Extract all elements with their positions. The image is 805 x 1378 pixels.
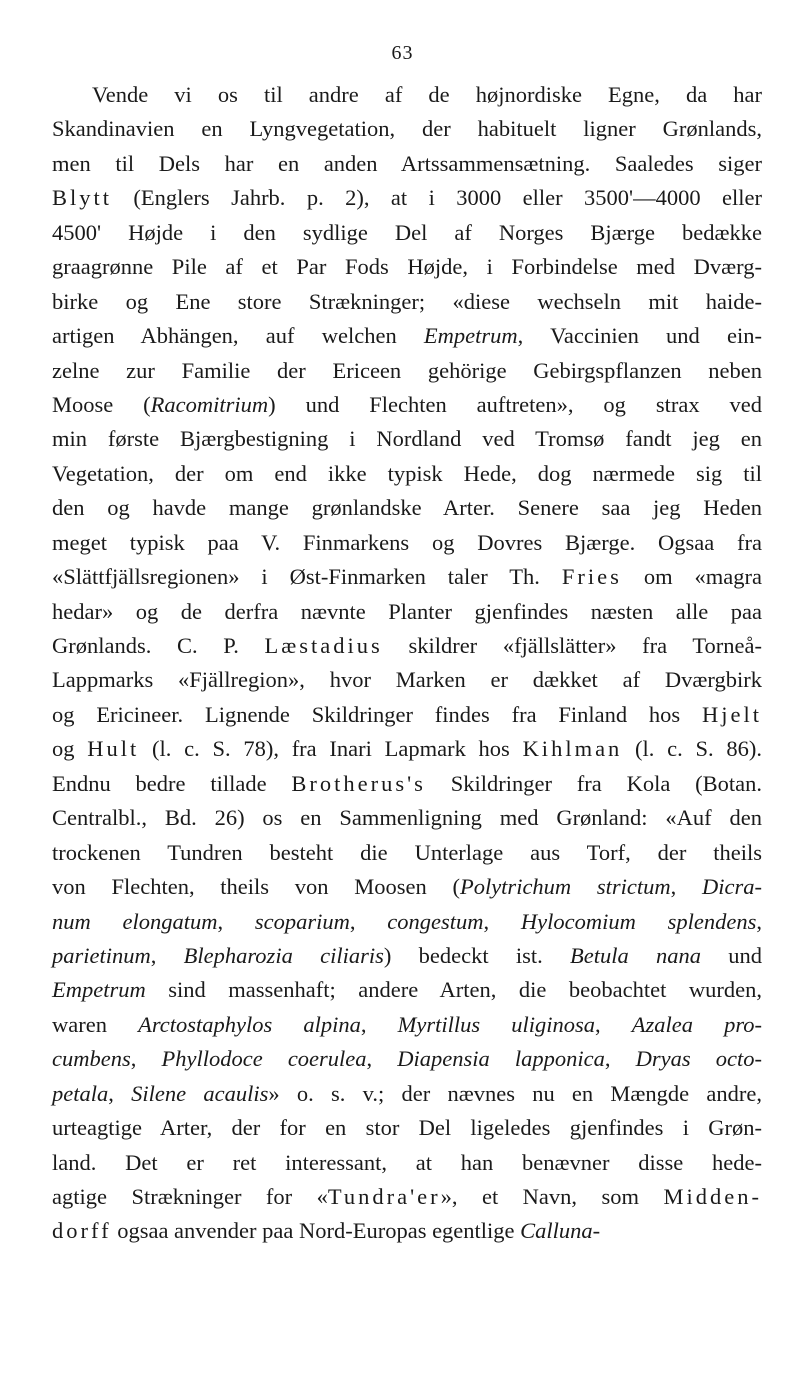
text-segment: von Flechten, theils von Moosen ( (52, 874, 460, 900)
text-segment: Moose ( (52, 391, 151, 417)
text-segment: Skandinavien en Lyngvegetation, der habituelt ligner Grønlands, (52, 116, 762, 142)
italic-text: Hylocomium splendens (520, 908, 757, 934)
text-segment: graagrønne Pile af et Par Fods Højde, i Forbindelse med Dværg- (52, 254, 762, 280)
text-line (52, 319, 762, 353)
text-line (52, 285, 762, 319)
text-segment: den og havde mange grønlandske Arter. Senere saa jeg Heden (52, 495, 762, 521)
italic-text: Betula nana (570, 942, 702, 968)
text-segment: , (349, 908, 388, 934)
italic-text: Dryas octo- (635, 1046, 762, 1072)
text-segment: land. Det er ret interessant, at han benævner disse hede- (52, 1149, 762, 1175)
spaced-name: Hjelt (702, 701, 762, 727)
spaced-name: dorff (52, 1218, 112, 1244)
italic-text: Dicra- (702, 874, 763, 900)
text-segment: , (360, 1011, 398, 1037)
spaced-name: Læstadius (264, 633, 383, 658)
text-line (52, 801, 762, 835)
text-line (52, 112, 762, 146)
text-segment: (Englers Jahrb. p. 2), at i 3000 eller 3500'—4000 eller (112, 185, 762, 211)
text-segment: , (483, 908, 521, 934)
text-segment: , (604, 1046, 636, 1072)
text-line (52, 422, 762, 456)
text-line (52, 905, 762, 939)
text-line (52, 1180, 762, 1214)
italic-text: Diapensia lapponica (397, 1046, 605, 1072)
text-line (52, 560, 762, 594)
text-line (52, 1042, 762, 1076)
italic-text: Blepharozia ciliaris (183, 942, 384, 968)
body-text (52, 78, 762, 1249)
text-segment: agtige Strækninger for « (52, 1184, 328, 1209)
text-segment: «Slättfjällsregionen» i Øst-Finmarken taler Th. (52, 564, 562, 590)
text-segment: Vegetation, der om end ikke typisk Hede, dog nærmede sig til (52, 460, 762, 486)
text-segment: , (756, 908, 762, 934)
italic-text: Polytrichum strictum (459, 874, 671, 900)
italic-text: Calluna- (520, 1218, 601, 1244)
text-segment: min første Bjærgbestigning i Nordland ved Tromsø fandt jeg en (52, 426, 762, 452)
text-segment: urteagtige Arter, der for en stor Del ligeledes gjenfindes i Grøn- (52, 1115, 762, 1141)
text-segment: og (52, 736, 88, 762)
text-segment: birke og Ene store Strækninger; «diese wechseln mit haide- (52, 288, 762, 314)
text-line (52, 216, 762, 250)
spaced-name: Tundra'er (327, 1184, 441, 1209)
text-segment: Endnu bedre tillade (52, 770, 292, 796)
text-line (52, 354, 762, 388)
text-line (52, 526, 762, 560)
italic-text: Arctostaphylos alpina (138, 1011, 361, 1037)
italic-text: cumbens (52, 1046, 131, 1072)
text-line (52, 491, 762, 525)
text-segment: , (150, 942, 184, 968)
text-segment: Vende vi os til andre af de højnordiske Egne, da har (92, 82, 762, 107)
spaced-name: Hult (87, 736, 140, 762)
text-segment: , (595, 1011, 632, 1037)
spaced-name: Blytt (52, 185, 113, 211)
text-line (52, 1008, 762, 1042)
spaced-name: Kihlman (522, 736, 623, 762)
text-line (52, 595, 762, 629)
italic-text: scoparium (254, 908, 350, 934)
text-segment: , (670, 874, 703, 900)
text-line (52, 1214, 762, 1248)
text-line (52, 767, 762, 801)
italic-text: Silene acaulis (131, 1080, 269, 1106)
text-segment: , (366, 1046, 398, 1072)
page-number: 63 (391, 42, 414, 64)
text-segment: (l. c. S. 86). (622, 736, 763, 762)
text-segment: zelne zur Familie der Ericeen gehörige Gebirgspflanzen neben (52, 357, 762, 383)
italic-text: Myrtillus uliginosa (397, 1011, 595, 1037)
text-line (52, 250, 762, 284)
text-segment: skildrer «fjällslätter» fra Torneå- (382, 633, 762, 658)
text-segment: Grønlands. C. P. (52, 633, 265, 658)
text-line (52, 147, 762, 181)
italic-text: petala (52, 1080, 109, 1106)
italic-text: Racomitrium (150, 391, 269, 417)
text-segment: og Ericineer. Lignende Skildringer findes fra Finland hos (52, 701, 702, 727)
text-line (52, 698, 762, 732)
text-line (52, 870, 762, 904)
text-segment: , (130, 1046, 162, 1072)
text-segment: meget typisk paa V. Finmarkens og Dovres Bjærge. Ogsaa fra (52, 529, 762, 555)
spaced-name: Midden- (663, 1184, 762, 1209)
text-segment: waren (52, 1011, 139, 1037)
text-segment: », et Navn, som (440, 1184, 664, 1209)
italic-text: Empetrum (423, 323, 518, 349)
text-line (52, 457, 762, 491)
text-segment: » o. s. v.; der nævnes nu en Mængde andre, (268, 1080, 762, 1106)
text-line (52, 388, 762, 422)
text-line (52, 629, 762, 663)
text-line (52, 836, 762, 870)
text-segment: artigen Abhängen, auf welchen (52, 323, 424, 349)
italic-text: congestum (387, 908, 484, 934)
text-line (52, 973, 762, 1007)
text-line (52, 732, 762, 766)
text-segment: trockenen Tundren besteht die Unterlage aus Torf, der theils (52, 839, 762, 865)
text-line (52, 181, 762, 215)
text-segment: Centralbl., Bd. 26) os en Sammenligning med Grønland: «Auf den (52, 805, 762, 831)
text-line (52, 1146, 762, 1180)
text-segment: , (217, 908, 255, 934)
text-segment: ) bedeckt ist. (383, 942, 570, 968)
italic-text: Phyllodoce coerulea (161, 1046, 367, 1072)
text-line (52, 1111, 762, 1145)
italic-text: Azalea pro- (631, 1011, 763, 1037)
text-segment: Lappmarks «Fjällregion», hvor Marken er dækket af Dværgbirk (52, 667, 762, 693)
text-segment: om «magra (621, 564, 763, 590)
text-segment: , (108, 1080, 132, 1106)
italic-text: parietinum (52, 942, 151, 968)
text-segment: Skildringer fra Kola (Botan. (425, 770, 762, 796)
text-segment: , Vaccinien und ein- (517, 323, 763, 349)
text-segment: men til Dels har en anden Artssammensætning. Saaledes siger (52, 150, 762, 176)
text-segment: 4500' Højde i den sydlige Del af Norges Bjærge bedække (52, 219, 762, 245)
text-segment: (l. c. S. 78), fra Inari Lapmark hos (139, 736, 523, 762)
text-line (52, 1077, 762, 1111)
text-segment: und (701, 942, 763, 968)
text-line (52, 78, 762, 112)
italic-text: Empetrum (52, 977, 146, 1003)
spaced-name: Brotherus's (291, 770, 426, 796)
text-line (52, 663, 762, 697)
italic-text: num elongatum (52, 908, 218, 934)
text-segment: ogsaa anvender paa Nord-Europas egentlige (111, 1218, 521, 1244)
spaced-name: Fries (561, 564, 622, 590)
text-line (52, 939, 762, 973)
text-segment: sind massenhaft; andere Arten, die beobachtet wurden, (145, 977, 762, 1003)
text-segment: hedar» og de derfra nævnte Planter gjenfindes næsten alle paa (52, 598, 762, 624)
text-segment: ) und Flechten auftreten», og strax ved (268, 391, 762, 417)
